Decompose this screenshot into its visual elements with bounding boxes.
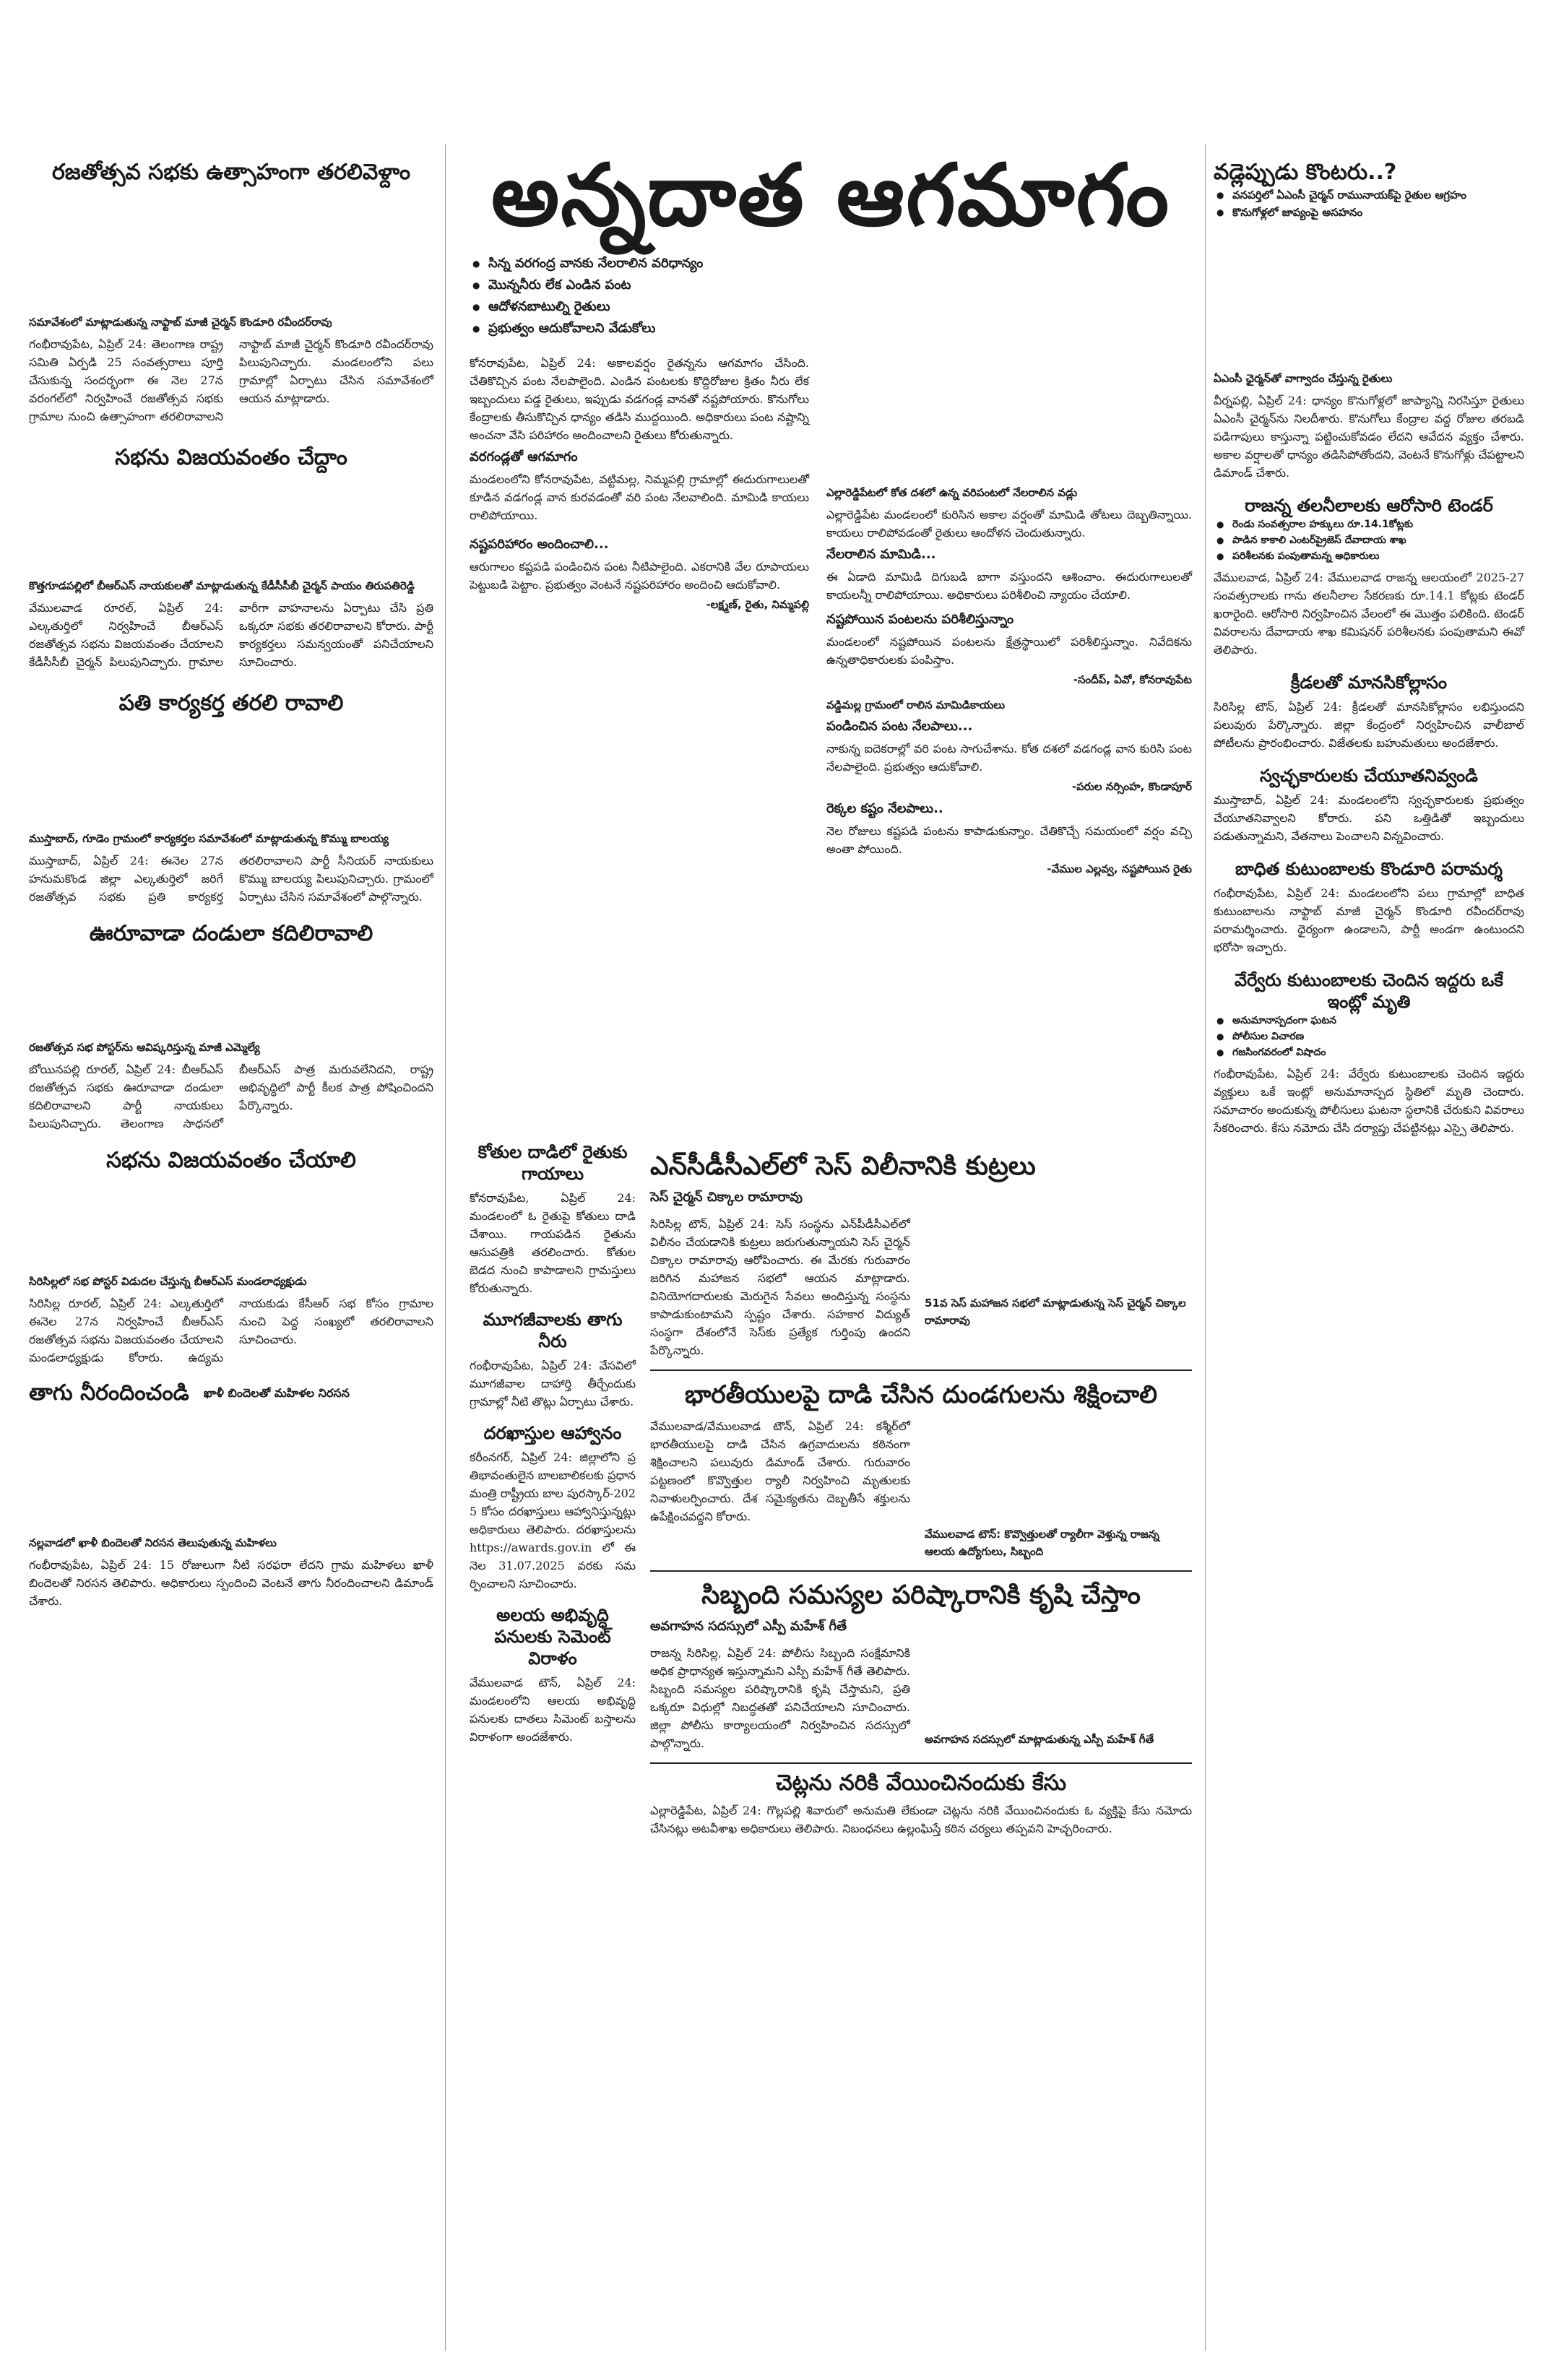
photo-caption: సిరిసిల్లలో సభ పోస్టర్ విడుదల చేస్తున్న బీఆర్ఎస్ మండలాధ్యక్షుడు xyxy=(29,1275,307,1288)
veru-bullets xyxy=(1214,1013,1524,1060)
section-subheading: ఖాళీ బిందెలతో మహిళల నిరసన xyxy=(203,1386,350,1400)
byline: -పరుల నర్సింహ, కొండాపూర్ xyxy=(1071,780,1192,793)
article-body: వేములవాడ, ఏప్రిల్ 24: వేములవాడ రాజన్న ఆలయంలో 2025-27 సంవత్సరాలకు గాను తలనీలాల సేకరణకు రూ.14.1 కోట్లకు టెండర్ ఖరారైంది. ఆరోసారి నిర్వహించిన వేలంలో ఈ మొత్తం పలికింది. టెండర్ వివరాలను దేవాదాయ శాఖ కమిషనర్ పరిశీలనకు పంపుతామని ఈవో తెలిపారు. xyxy=(1214,571,1524,657)
masthead: అన్నదాత ఆగమాగం xyxy=(490,145,1171,245)
section-heading: కోతుల దాడిలో రైతుకు గాయాలు xyxy=(477,1142,628,1184)
bullet-item: ● రెండు సంవత్సరాల హక్కులు రూ.14.1కోట్లకు xyxy=(1232,516,1524,532)
bullet-item: ● పోలీసుల విచారణ xyxy=(1232,1029,1524,1044)
article-body: సిరిసిల్ల టౌన్, ఏప్రిల్ 24: సెస్ సంస్థను ఎన్‌పీడీసీఎల్‌లో విలీనం చేయడానికి కుట్రలు జరుగుతున్నాయని సెస్ చైర్మన్ చిక్కాల రామారావు ఆరోపించారు. ఈ మేరకు గురువారం జరిగిన మహాజన సభలో ఆయన మాట్లాడారు. వినియోగదారులకు మెరుగైన సేవలు అందిస్తున్న సంస్థను కాపాడుకుంటామని స్పష్టం చేశారు. సహకార విద్యుత్ సంస్థగా దేశంలోనే సెస్‌కు ప్రత్యేక గుర్తింపు ఉందని పేర్కొన్నారు. xyxy=(650,1217,910,1357)
article-body: ఈ ఏడాది మామిడి దిగుబడి బాగా వస్తుందని ఆశించాం. ఈదురుగాలులతో కాయలన్నీ రాలిపోయాయి. అధికారులు పరిశీలించి న్యాయం చేయాలి. xyxy=(826,570,1192,602)
photo-caption: ఏఎంసీ ఛైర్మన్‌తో వాగ్వాదం చేస్తున్న రైతులు xyxy=(1214,372,1393,385)
right-column xyxy=(1214,108,1524,2351)
article-body: కోనరావుపేట, ఏప్రిల్ 24: మండలంలో ఓ రైతుపై కోతులు దాడి చేశాయి. గాయపడిన రైతును ఆసుపత్రికి తరలించారు. కోతుల బెడద నుంచి కాపాడాలని గ్రామస్తులు కోరుతున్నారు. xyxy=(470,1191,636,1295)
article-body: ఆరుగాలం కష్టపడి పండించిన పంట నీటిపాలైంది. ఎకరానికి వేల రూపాయలు పెట్టుబడి పెట్టాం. ప్రభుత్వం వెంటనే నష్టపరిహారం అందించి ఆదుకోవాలి. xyxy=(470,560,809,592)
article-body: కరీంనగర్, ఏప్రిల్ 24: జిల్లాలోని ప్రతిభావంతులైన బాలబాలికలకు ప్రధానమంత్రి రాష్ట్రీయ బాల పురస్కార్-2025 కోసం దరఖాస్తులు ఆహ్వానిస్తున్నట్లు అధికారులు తెలిపారు. దరఖాస్తులను https://awards.gov.in లో ఈనెల 31.07.2025 వరకు సమర్పించాలని సూచించారు. xyxy=(470,1450,636,1591)
section-heading: సభను విజయవంతం చేద్దాం xyxy=(115,445,347,470)
article-body: గంభీరావుపేట, ఏప్రిల్ 24: వేసవిలో మూగజీవాల దాహార్తి తీర్చేందుకు గ్రామాల్లో నీటి తొట్లు ఏర్పాటు చేశారు. xyxy=(470,1359,636,1408)
column-rule-left xyxy=(445,144,446,2351)
photo-caption: వేములవాడ టౌన్: కొవ్వొత్తులతో ర్యాలీగా వెళ్తున్న రాజన్న ఆలయ ఉద్యోగులు, సిబ్బంది xyxy=(925,1528,1159,1558)
section-heading: ఊరూవాడా దండులా కదిలిరావాలి xyxy=(89,921,373,946)
article-body: నాకున్న ఐదెకరాల్లో వరి పంట సాగుచేశాను. కోత దశలో వడగండ్ల వాన కురిసి పంట నేలపాలైంది. ప్రభుత్వం ఆదుకోవాలి. xyxy=(826,742,1192,774)
article-body: ముస్తాబాద్, ఏప్రిల్ 24: మండలంలోని స్వచ్ఛకారులకు ప్రభుత్వం చేయూతనివ్వాలని కోరారు. పని ఒత్తిడితో ఇబ్బందులు పడుతున్నామని, వేతనాలు పెంచాలని విన్నవించారు. xyxy=(1214,793,1524,843)
photo-caption: ముస్తాబాద్, గూడెం గ్రామంలో కార్యకర్తల సమావేశంలో మాట్లాడుతున్న కొమ్ము బాలయ్య xyxy=(29,832,389,845)
bullet-item: ● మొన్ననీరు లేక ఎండిన పంట xyxy=(488,274,1192,296)
section-subheading: నష్టపరిహారం అందించాలి... xyxy=(470,537,609,552)
article-body: వీర్నపల్లి, ఏప్రిల్ 24: ధాన్యం కొనుగోళ్లలో జాప్యాన్ని నిరసిస్తూ రైతులు ఏఎంసీ చైర్మన్‌ను నిలదీశారు. కొనుగోలు కేంద్రాల వద్ద రోజుల తరబడి పడిగాపులు కాస్తున్నా పట్టించుకోవడం లేదని ఆవేదన వ్యక్తం చేశారు. అకాల వర్షాలతో ధాన్యం తడిసిపోతోందని, వెంటనే కొనుగోళ్లు చేపట్టాలని డిమాండ్ చేశారు. xyxy=(1214,394,1524,480)
bullet-item: ● ప్రభుత్వం ఆదుకోవాలని వేడుకోలు xyxy=(488,318,1192,339)
photo-caption: 51వ సెస్ మహాజన సభలో మాట్లాడుతున్న సెస్ చైర్మన్ చిక్కాల రామారావు xyxy=(925,1297,1186,1327)
section-heading: ఎన్‌సీడీసీఎల్‌లో సెస్ విలీనానికి కుట్రలు xyxy=(650,1151,1036,1181)
section-heading: సిబ్బంది సమస్యల పరిష్కారానికి కృషి చేస్తాం xyxy=(701,1580,1141,1610)
byline: -సందీప్, ఏవో, కోనరావుపేట xyxy=(1073,673,1192,686)
section-subheading: అవగాహన సదస్సులో ఎస్పీ మహేశ్ గీతే xyxy=(650,1619,847,1634)
bullet-item: ● వనపర్తిలో ఏఎంసీ చైర్మన్ రామునాయక్‌పై రైతుల ఆగ్రహం xyxy=(1232,186,1524,204)
divider xyxy=(650,1570,1192,1572)
article-body: సిరిసిల్ల టౌన్, ఏప్రిల్ 24: క్రీడలతో మానసికోల్లాసం లభిస్తుందని పలువురు పేర్కొన్నారు. జిల్లా కేంద్రంలో నిర్వహించిన వాలీబాల్ పోటీలను ప్రారంభించారు. విజేతలకు బహుమతులు అందజేశారు. xyxy=(1214,700,1524,750)
article-body: సిరిసిల్ల రూరల్, ఏప్రిల్ 24: ఎల్కతుర్తిలో ఈనెల 27న నిర్వహించే బీఆర్ఎస్ రజతోత్సవ సభను విజయవంతం చేయాలని మండలాధ్యక్షుడు కోరారు. ఉద్యమ నాయకుడు కేసీఆర్ సభ కోసం గ్రామాల నుంచి పెద్ద సంఖ్యలో తరలిరావాలని సూచించారు. xyxy=(29,1297,433,1364)
photo-caption: సమావేశంలో మాట్లాడుతున్న నాఫ్టాబ్ మాజీ చైర్మన్ కొండూరి రవీందర్‌రావు xyxy=(29,316,332,329)
article-body: ఎల్లారెడ్డిపేట, ఏప్రిల్ 24: గొల్లపల్లి శివారులో అనుమతి లేకుండా చెట్లను నరికి వేయించినందుకు ఓ వ్యక్తిపై కేసు నమోదు చేసినట్లు అటవీశాఖ అధికారులు తెలిపారు. నిబంధనలు ఉల్లంఘిస్తే కఠిన చర్యలు తప్పవని హెచ్చరించారు. xyxy=(650,1804,1192,1835)
byline: -వేముల ఎల్లవ్వ, నష్టపోయిన రైతు xyxy=(1047,862,1192,875)
middle-wide-column xyxy=(650,1148,1192,1842)
left-top-heading: రజతోత్సవ సభకు ఉత్సాహంగా తరలివెళ్దాం xyxy=(51,160,411,185)
bullet-item: ● ఆదోళనబాటుల్ని రైతులు xyxy=(488,296,1192,318)
article-body: గంభీరావుపేట, ఏప్రిల్ 24: తెలంగాణ రాష్ట్ర సమితి ఏర్పడి 25 సంవత్సరాలు పూర్తి చేసుకున్న సందర్భంగా ఈ నెల 27న వరంగల్‌లో నిర్వహించే రజతోత్సవ సభకు గ్రామాల నుంచి ఉత్సాహంగా తరలిరావాలని నాఫ్టాబ్ మాజీ చైర్మన్ కొండూరి రవీందర్‌రావు పిలుపునిచ్చారు. మండలంలోని పలు గ్రామాల్లో ఏర్పాటు చేసిన సమావేశంలో ఆయన మాట్లాడారు. xyxy=(29,337,433,423)
section-heading: మూగజీవాలకు తాగు నీరు xyxy=(483,1310,623,1351)
photo-caption: నల్లవాడలో ఖాళీ బిందెలతో నిరసన తెలుపుతున్న మహిళలు xyxy=(29,1536,277,1549)
bullet-item: ● సిన్న వరగంద్ర వానకు నేలరాలిన వరిధాన్యం xyxy=(488,253,1192,274)
section-heading: బాధిత కుటుంబాలకు కొండూరి పరామర్శ xyxy=(1235,859,1503,879)
divider xyxy=(650,1369,1192,1371)
article-body: వేములవాడ రూరల్, ఏప్రిల్ 24: ఎల్కతుర్తిలో నిర్వహించే బీఆర్ఎస్ రజతోత్సవ సభను విజయవంతం చేయాలని కేడీసీసీబీ చైర్మన్ పిలుపునిచ్చారు. గ్రామాల వారీగా వాహనాలను ఏర్పాటు చేసి ప్రతి ఒక్కరూ సభకు తరలిరావాలని కోరారు. పార్టీ కార్యకర్తలు సమన్వయంతో పనిచేయాలని సూచించారు. xyxy=(29,601,433,669)
bullet-item: ● అనుమానాస్పదంగా ఘటన xyxy=(1232,1013,1524,1029)
photo-caption: వడ్డిమల్ల గ్రామంలో రాలిన మామిడికాయలు xyxy=(826,698,1006,711)
section-subheading: నష్టపోయిన పంటలను పరిశీలిస్తున్నాం xyxy=(826,612,1014,627)
article-body: గంభీరావుపేట, ఏప్రిల్ 24: వేర్వేరు కుటుంబాలకు చెందిన ఇద్దరు వ్యక్తులు ఒకే ఇంట్లో అనుమానాస్పద స్థితిలో మృతి చెందారు. సమాచారం అందుకున్న పోలీసులు ఘటనా స్థలానికి చేరుకుని వివరాలు సేకరించారు. కేసు నమోదు చేసి దర్యాప్తు చేపట్టినట్లు ఎస్సై తెలిపారు. xyxy=(1214,1067,1524,1135)
photo-caption: కొత్తగూడపల్లిలో బీఆర్ఎస్ నాయకులతో మాట్లాడుతున్న కేడీసీసీబీ చైర్మన్ పాయం తిరుపతిరెడ్డి xyxy=(29,579,415,592)
section-heading: సభను విజయవంతం చేయాలి xyxy=(106,1148,356,1173)
article-body: గంభీరావుపేట, ఏప్రిల్ 24: మండలంలోని పలు గ్రామాల్లో బాధిత కుటుంబాలను నాఫ్టాబ్ మాజీ చైర్మన్ కొండూరి రవీందర్‌రావు పరామర్శించారు. ధైర్యంగా ఉండాలని, పార్టీ అండగా ఉంటుందని భరోసా ఇచ్చారు. xyxy=(1214,886,1524,954)
section-heading: రాజన్న తలనీలాలకు ఆరోసారి టెండర్ xyxy=(1245,496,1493,516)
middle-narrow-column xyxy=(470,1141,636,1750)
section-heading: పతి కార్యకర్త తరలి రావాలి xyxy=(118,691,344,716)
rajanna-bullets xyxy=(1214,516,1524,564)
bullet-item: ● పాడిన కాకాలి ఎంటర్‌ప్రైజెస్ దేవాదాయ శాఖ xyxy=(1232,532,1524,548)
column-rule-right xyxy=(1205,144,1206,2351)
article-body: రాజన్న సిరిసిల్ల, ఏప్రిల్ 24: పోలీసు సిబ్బంది సంక్షేమానికి అధిక ప్రాధాన్యత ఇస్తున్నామని ఎస్పీ మహేశ్ గీతే తెలిపారు. సిబ్బంది సమస్యల పరిష్కారానికి కృషి చేస్తామని, ప్రతి ఒక్కరూ విధుల్లో నిబద్ధతతో పనిచేయాలని సూచించారు. జిల్లా పోలీసు కార్యాలయంలో నిర్వహించిన సదస్సులో పాల్గొన్నారు. xyxy=(650,1646,910,1750)
left-column xyxy=(29,108,433,2351)
article-body: నెల రోజులు కష్టపడి పంటను కాపాడుకున్నాం. చేతికొచ్చే సమయంలో వర్షం వచ్చి అంతా పోయింది. xyxy=(826,824,1192,856)
section-heading: వడ్లెప్పుడు కొంటరు..? xyxy=(1214,160,1397,185)
byline: -లక్ష్మణ్, రైతు, నిమ్మపల్లి xyxy=(706,598,809,611)
photo-caption: ఎల్లారెడ్డిపేటలో కోత దశలో ఉన్న వరిపంటలో నేలరాలిన వడ్లు xyxy=(826,486,1078,499)
section-subheading: సెస్ చైర్మన్ చిక్కాల రామారావు xyxy=(650,1190,803,1205)
section-heading: అలయ అభివృద్ధి పనులకు సెమెంట్ విరాళం xyxy=(494,1605,611,1669)
bullet-item: ● గజసింగవరంలో విషాదం xyxy=(1232,1044,1524,1060)
section-subheading: వరగండ్లతో ఆగమాగం xyxy=(470,449,578,464)
photo-caption: అవగాహన సదస్సులో మాట్లాడుతున్న ఎస్పీ మహేశ్ గీతే xyxy=(925,1733,1154,1746)
section-subheading: రెక్కల కష్టం నేలపాలు.. xyxy=(826,801,943,816)
article-body: వేములవాడ/వేములవాడ టౌన్, ఏప్రిల్ 24: కశ్మీర్‌లో భారతీయులపై దాడి చేసిన ఉగ్రవాదులను కఠినంగా శిక్షించాలని పలువురు డిమాండ్ చేశారు. గురువారం పట్టణంలో కొవ్వొత్తుల ర్యాలీ నిర్వహించి మృతులకు నివాళులర్పించారు. దేశ సమైక్యతను దెబ్బతీసే శక్తులను ఉపేక్షించవద్దని కోరారు. xyxy=(650,1419,910,1523)
section-heading: వేర్వేరు కుటుంబాలకు చెందిన ఇద్దరు ఒకే ఇంట్లో మృతి xyxy=(1235,970,1503,1012)
main-story xyxy=(470,253,1192,881)
photo-caption: రజతోత్సవ సభ పోస్టర్‌ను ఆవిష్కరిస్తున్న మాజీ ఎమ్మెల్యే xyxy=(29,1041,260,1054)
section-heading: భారతీయులపై దాడి చేసిన దుండగులను శిక్షించాలి xyxy=(684,1380,1157,1409)
section-subheading: నేలరాలిన మామిడి... xyxy=(826,547,936,562)
article-body: బోయినపల్లి రూరల్, ఏప్రిల్ 24: బీఆర్ఎస్ రజతోత్సవ సభకు ఊరూవాడా దండులా కదిలిరావాలని పార్టీ నాయకులు పిలుపునిచ్చారు. తెలంగాణ సాధనలో బీఆర్ఎస్ పాత్ర మరువలేనిదని, రాష్ట్ర అభివృద్ధిలో పార్టీ కీలక పాత్ర పోషించిందని పేర్కొన్నారు. xyxy=(29,1063,433,1130)
article-body: మండలంలో నష్టపోయిన పంటలను క్షేత్రస్థాయిలో పరిశీలిస్తున్నాం. నివేదికను ఉన్నతాధికారులకు పంపిస్తాం. xyxy=(826,635,1192,667)
section-heading: చెట్లను నరికి వేయించినందుకు కేసు xyxy=(775,1770,1067,1796)
article-body: వేములవాడ టౌన్, ఏప్రిల్ 24: మండలంలోని ఆలయ అభివృద్ధి పనులకు దాతలు సిమెంట్ బస్తాలను విరాళంగా అందజేశారు. xyxy=(470,1676,636,1744)
bullet-item: ● పరిశీలనకు పంపుతామన్న అధికారులు xyxy=(1232,548,1524,564)
divider xyxy=(650,1762,1192,1764)
bullet-item: ● కొనుగోళ్లలో జాప్యంపై అసహనం xyxy=(1232,204,1524,221)
section-heading: స్వచ్ఛకారులకు చేయూతనివ్వండి xyxy=(1260,766,1478,786)
article-body: మండలంలోని కోనరావుపేట, వట్టిమల్ల, నిమ్మపల్లి గ్రామాల్లో ఈదురుగాలులతో కూడిన వడగండ్ల వాన కురవడంతో వరి పంట నేలవాలింది. మామిడి కాయలు రాలిపోయాయి. xyxy=(470,472,809,522)
section-heading: క్రీడలతో మానసికోల్లాసం xyxy=(1290,672,1448,693)
vaddu-bullets xyxy=(1214,186,1524,221)
section-heading: తాగు నీరందించండి xyxy=(29,1380,189,1406)
main-bullets xyxy=(470,253,1192,339)
section-heading: దరఖాస్తుల ఆహ్వానం xyxy=(483,1423,622,1443)
article-body: ముస్తాబాద్, ఏప్రిల్ 24: ఈనెల 27న హనుమకొండ జిల్లా ఎల్కతుర్తిలో జరిగే రజతోత్సవ సభకు ప్రతి కార్యకర్త తరలిరావాలని పార్టీ సీనియర్ నాయకులు కొమ్ము బాలయ్య పిలుపునిచ్చారు. గ్రామంలో ఏర్పాటు చేసిన సమావేశంలో పాల్గొన్నారు. xyxy=(29,854,433,904)
section-subheading: పండించిన పంట నేలపాలు... xyxy=(826,719,973,734)
article-body: ఎల్లారెడ్డిపేట మండలంలో కురిసిన అకాల వర్షంతో మామిడి తోటలు దెబ్బతిన్నాయి. కాయలు రాలిపోవడంతో రైతులు ఆందోళన చెందుతున్నారు. xyxy=(826,508,1192,540)
article-body: గంభీరావుపేట, ఏప్రిల్ 24: 15 రోజులుగా నీటి సరఫరా లేదని గ్రామ మహిళలు ఖాళీ బిందెలతో నిరసన తెలిపారు. అధికారులు స్పందించి వెంటనే తాగు నీరందించాలని డిమాండ్ చేశారు. xyxy=(29,1558,433,1608)
article-body: కోనరావుపేట, ఏప్రిల్ 24: అకాలవర్షం రైతన్నను ఆగమాగం చేసింది. చేతికొచ్చిన పంట నేలపాలైంది. ఎండిన పంటలకు కొద్దిరోజుల క్రితం నీరు లేక ఇబ్బందులు పడ్డ రైతులు, ఇప్పుడు వడగండ్ల వానతో నష్టపోయారు. కొనుగోలు కేంద్రాలకు తీసుకొచ్చిన ధాన్యం తడిసి ముద్దయింది. అధికారులు పంట నష్టాన్ని అంచనా వేసి పరిహారం అందించాలని రైతులు కోరుతున్నారు. xyxy=(470,356,809,442)
